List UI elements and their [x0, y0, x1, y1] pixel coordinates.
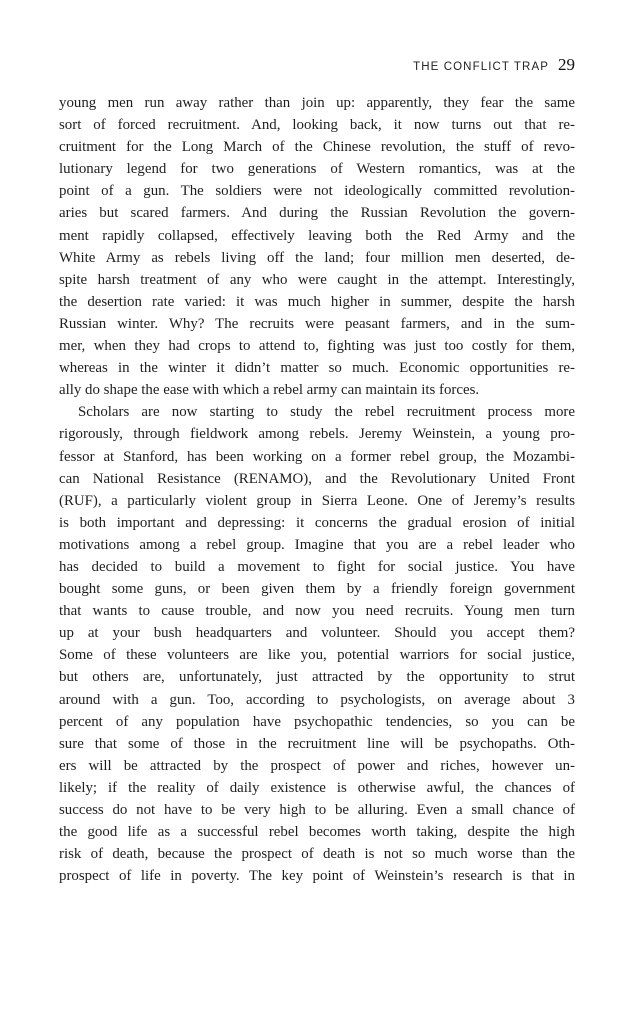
text-line: sort of forced recruitment. And, looking back, it now turns out that re-	[59, 117, 575, 134]
paragraph	[59, 401, 575, 887]
text-line: sure that some of those in the recruitment line will be psychopaths. Oth-	[59, 735, 575, 752]
text-line: around with a gun. Too, according to psychologists, on average about 3	[59, 691, 575, 708]
text-line: point of a gun. The soldiers were not ideologically committed revolution-	[59, 183, 575, 200]
text-line: rigorously, through fieldwork among rebels. Jeremy Weinstein, a young pro-	[59, 426, 575, 443]
running-header	[59, 55, 575, 77]
body-text	[59, 92, 575, 887]
text-line: Some of these volunteers are like you, potential warriors for social justice,	[59, 647, 575, 664]
text-line: is both important and depressing: it concerns the gradual erosion of initial	[59, 514, 575, 531]
text-line: up at your bush headquarters and volunteer. Should you accept them?	[59, 625, 575, 642]
text-line: cruitment for the Long March of the Chinese revolution, the stuff of revo-	[59, 139, 575, 156]
text-line: but others are, unfortunately, just attracted by the opportunity to strut	[59, 669, 575, 686]
text-line: risk of death, because the prospect of death is not so much worse than the	[59, 846, 575, 863]
text-line: likely; if the reality of daily existence is otherwise awful, the chances of	[59, 779, 575, 796]
text-line: spite harsh treatment of any who were caught in the attempt. Interestingly,	[59, 271, 575, 288]
text-line: fessor at Stanford, has been working on a former rebel group, the Mozambi-	[59, 448, 575, 465]
text-line: prospect of life in poverty. The key point of Weinstein’s research is that in	[59, 868, 575, 885]
text-line: percent of any population have psychopathic tendencies, so you can be	[59, 713, 575, 730]
text-line: mer, when they had crops to attend to, fighting was just too costly for them,	[59, 338, 575, 355]
text-line: the good life as a successful rebel becomes worth taking, despite the high	[59, 824, 575, 841]
text-line: success do not have to be very high to be alluring. Even a small chance of	[59, 802, 575, 818]
text-line: aries but scared farmers. And during the Russian Revolution the govern-	[59, 205, 575, 222]
text-line: lutionary legend for two generations of Western romantics, was at the	[59, 161, 575, 178]
text-line: the desertion rate varied: it was much higher in summer, despite the harsh	[59, 293, 575, 310]
text-line: ment rapidly collapsed, effectively leaving both the Red Army and the	[59, 227, 575, 244]
text-line: ally do shape the ease with which a rebel army can maintain its forces.	[59, 382, 480, 399]
running-title: THE CONFLICT TRAP	[413, 61, 549, 73]
text-line: can National Resistance (RENAMO), and the Revolutionary United Front	[59, 470, 575, 487]
text-line: (RUF), a particularly violent group in Sierra Leone. One of Jeremy’s results	[59, 492, 575, 509]
page-number: 29	[558, 55, 575, 74]
text-line: bought some guns, or been given them by a friendly foreign government	[59, 581, 575, 598]
text-line: whereas in the winter it didn’t matter so much. Economic opportunities re-	[59, 360, 575, 377]
text-line: Russian winter. Why? The recruits were peasant farmers, and in the sum-	[59, 315, 575, 332]
text-line: that wants to cause trouble, and now you need recruits. Young men turn	[59, 603, 575, 620]
text-line: has decided to build a movement to fight for social justice. You have	[59, 558, 575, 575]
text-line: motivations among a rebel group. Imagine that you are a rebel leader who	[59, 536, 575, 553]
text-line: Scholars are now starting to study the rebel recruitment process more	[78, 404, 575, 421]
text-line: young men run away rather than join up: apparently, they fear the same	[59, 95, 575, 111]
text-line: White Army as rebels living off the land; four million men deserted, de-	[59, 249, 575, 266]
paragraph	[59, 92, 575, 401]
text-line: ers will be attracted by the prospect of power and riches, however un-	[59, 757, 575, 774]
